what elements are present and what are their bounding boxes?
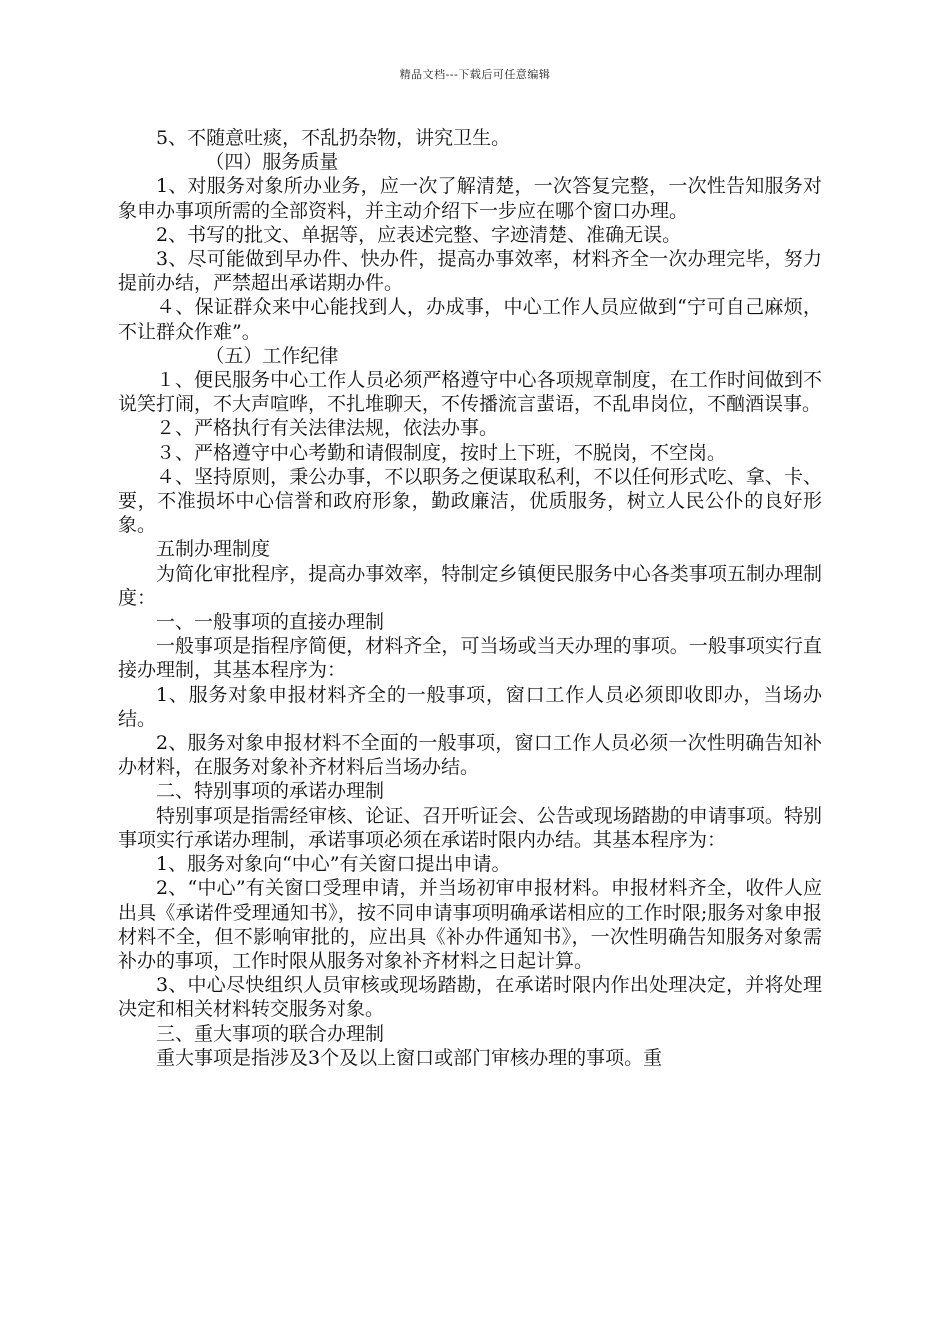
section-heading: 二、特别事项的承诺办理制: [156, 780, 385, 803]
paragraph: 一般事项是指程序简便，材料齐全，可当场或当天办理的事项。一般事项实行直接办理制，其基本程序为：: [118, 635, 822, 682]
paragraph: 1、服务对象向“中心”有关窗口提出申请。: [156, 853, 511, 876]
section-heading: （四）服务质量: [205, 151, 339, 174]
paragraph: ４、保证群众来中心能找到人，办成事，中心工作人员应做到“宁可自己麻烦，不让群众作难”。: [118, 296, 822, 343]
paragraph: 2、书写的批文、单据等，应表述完整、字迹清楚、准确无误。: [156, 223, 682, 246]
paragraph: ４、坚持原则，秉公办事，不以职务之便谋取私利，不以任何形式吃、拿、卡、要，不准损坏中心信誉和政府形象，勤政廉洁，优质服务，树立人民公仆的良好形象。: [118, 465, 822, 537]
page-header: 精品文档---下载后可任意编辑: [399, 68, 551, 81]
section-heading: 三、重大事项的联合办理制: [156, 1022, 385, 1045]
paragraph: 重大事项是指涉及3个及以上窗口或部门审核办理的事项。重: [156, 1046, 663, 1069]
paragraph: 2、“中心”有关窗口受理申请，并当场初审申报材料。申报材料齐全，收件人应出具《承诺件受理通知书》，按不同申请事项明确承诺相应的工作时限;服务对象申报材料不全，但不影响审批的，应出具《补办件通知书》，一次性明确告知服务对象需补办的事项，工作时限从服务对象补齐材料之日起计算。: [118, 877, 822, 972]
paragraph: 2、服务对象申报材料不全面的一般事项，窗口工作人员必须一次性明确告知补办材料，在服务对象补齐材料后当场办结。: [118, 732, 822, 779]
paragraph: 5、不随意吐痰，不乱扔杂物，讲究卫生。: [156, 127, 511, 149]
paragraph: 3、尽可能做到早办件、快办件，提高办事效率，材料齐全一次办理完毕，努力提前办结，严禁超出承诺期办件。: [118, 248, 822, 295]
section-heading: 五制办理制度: [156, 538, 271, 561]
paragraph: 1、服务对象申报材料齐全的一般事项，窗口工作人员必须即收即办，当场办结。: [118, 683, 822, 730]
paragraph: 为简化审批程序，提高办事效率，特制定乡镇便民服务中心各类事项五制办理制度：: [118, 562, 822, 609]
section-heading: （五）工作纪律: [205, 344, 339, 367]
paragraph: 3、中心尽快组织人员审核或现场踏勘，在承诺时限内作出处理决定，并将处理决定和相关材料转交服务对象。: [118, 974, 822, 1021]
paragraph: 1、对服务对象所办业务，应一次了解清楚，一次答复完整，一次性告知服务对象申办事项所需的全部资料，并主动介绍下一步应在哪个窗口办理。: [118, 175, 822, 222]
paragraph: ３、严格遵守中心考勤和请假制度，按时上下班，不脱岗，不空岗。: [156, 441, 727, 464]
section-heading: 一、一般事项的直接办理制: [156, 611, 385, 634]
document-body: [118, 126, 822, 1070]
paragraph: 特别事项是指需经审核、论证、召开听证会、公告或现场踏勘的申请事项。特别事项实行承诺办理制，承诺事项必须在承诺时限内办结。其基本程序为：: [118, 804, 822, 851]
paragraph: １、便民服务中心工作人员必须严格遵守中心各项规章制度，在工作时间做到不说笑打闹，不大声喧哗，不扎堆聊天，不传播流言蜚语，不乱串岗位，不酗酒误事。: [118, 369, 822, 416]
paragraph: ２、严格执行有关法律法规，依法办事。: [156, 417, 499, 440]
